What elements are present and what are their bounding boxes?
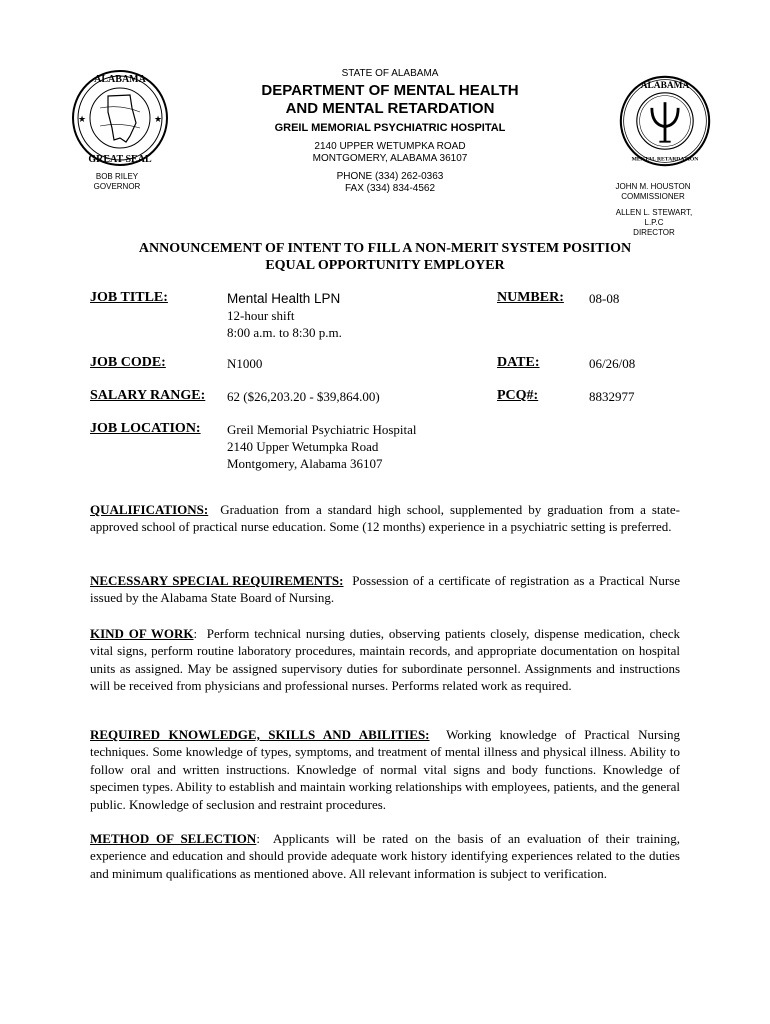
- salary-range-value: 62 ($26,203.20 - $39,864.00): [227, 389, 380, 404]
- director-name: ALLEN L. STEWART, L.P.C: [615, 208, 693, 227]
- department-name: [230, 82, 550, 118]
- number-value: 08-08: [589, 291, 620, 306]
- governor-block: [82, 172, 152, 192]
- announcement-title: [100, 240, 670, 274]
- director-title: DIRECTOR: [633, 228, 675, 237]
- location-line-3: Montgomery, Alabama 36107: [227, 456, 383, 471]
- dmh-mr-seal-icon: [618, 74, 712, 168]
- governor-title: GOVERNOR: [93, 182, 141, 191]
- date-value: 06/26/08: [589, 356, 636, 371]
- ksa-text: Working knowledge of Practical Nursing techniques. Some knowledge of types, symptoms, and treatment of mental illness and physical illness. Ability to follow oral and written instructions. Knowledge of normal vital signs and body functions. Knowledge of specimen types. Ability to establish and maintain working relationships with employees, patients, and the general public. Knowledge of seclusion and restraint procedures.: [90, 727, 681, 812]
- svg-text:ALABAMA: ALABAMA: [94, 74, 146, 85]
- kind-of-work-heading: KIND OF WORK: [90, 626, 194, 641]
- kind-of-work-section: KIND OF WORK: Perform technical nursing duties, observing patients closely, dispense medication, check vital signs, perform routine laboratory procedures, maintain records, and appropriate documentation on hospital units as assigned. May be assigned supervisory duties for subordinate personnel. Assignments and instructions will be received from physicians and professional nurses. Performs related work as required.: [90, 626, 680, 694]
- pcq-label: PCQ#:: [497, 388, 539, 403]
- fax-number: FAX (334) 834-4562: [344, 183, 436, 194]
- commissioner-name: JOHN M. HOUSTON: [615, 182, 691, 191]
- ksa-section: [90, 726, 680, 813]
- special-requirements-section: [90, 572, 680, 607]
- job-code-label: JOB CODE:: [90, 355, 166, 370]
- shift-value: 12-hour shift: [227, 308, 295, 323]
- pcq-value: 8832977: [589, 389, 635, 404]
- phone-number: PHONE (334) 262-0363: [336, 171, 444, 182]
- department-line-2: AND MENTAL RETARDATION: [285, 100, 495, 117]
- method-of-selection-section: METHOD OF SELECTION: Applicants will be rated on the basis of an evaluation of their training, experience and education and should provide adequate work history identifying experiences related to the duties and minimum qualifications as mentioned above. All relevant information is subject to verification.: [90, 831, 680, 881]
- job-code-value: N1000: [227, 356, 263, 371]
- governor-name: BOB RILEY: [95, 172, 139, 181]
- hours-value: 8:00 a.m. to 8:30 p.m.: [227, 325, 342, 340]
- kind-of-work-text: Perform technical nursing duties, observing patients closely, dispense medication, check vital signs, perform routine laboratory procedures, maintain records, and appropriate documentation on hospital units as assigned. May be assigned supervisory duties for subordinate personnel. Assignments and instructions will be received from physicians and professional nurses. Performs related work as required.: [90, 626, 680, 694]
- qualifications-text: Graduation from a standard high school, supplemented by graduation from a state-approved school of practical nurse education. Some (12 months) experience in a psychiatric setting is preferred.: [90, 502, 681, 535]
- ksa-heading: REQUIRED KNOWLEDGE, SKILLS AND ABILITIES:: [90, 727, 430, 742]
- department-line-1: DEPARTMENT OF MENTAL HEALTH: [261, 82, 519, 99]
- number-label: NUMBER:: [497, 290, 564, 305]
- location-line-2: 2140 Upper Wetumpka Road: [227, 439, 379, 454]
- alabama-great-seal-icon: [70, 68, 170, 168]
- commissioner-block: [608, 182, 698, 202]
- qualifications-section: [90, 501, 680, 536]
- svg-text:GREAT SEAL: GREAT SEAL: [88, 154, 152, 165]
- svg-text:★: ★: [154, 114, 163, 124]
- contact-numbers: [230, 171, 550, 195]
- hospital-address: [230, 141, 550, 165]
- qualifications-heading: QUALIFICATIONS:: [90, 502, 209, 517]
- special-requirements-heading: NECESSARY SPECIAL REQUIREMENTS:: [90, 573, 344, 588]
- announcement-line-2: EQUAL OPPORTUNITY EMPLOYER: [265, 258, 505, 273]
- address-line-2: MONTGOMERY, ALABAMA 36107: [312, 153, 468, 164]
- location-line-1: Greil Memorial Psychiatric Hospital: [227, 422, 417, 437]
- method-of-selection-heading: METHOD OF SELECTION: [90, 831, 257, 846]
- job-location-label: JOB LOCATION:: [90, 421, 201, 436]
- commissioner-title: COMMISSIONER: [621, 192, 685, 201]
- svg-text:ALABAMA: ALABAMA: [640, 81, 690, 92]
- method-of-selection-text: Applicants will be rated on the basis of an evaluation of their training, experience and education and should provide adequate work history identifying experiences related to the duties and minimum qualifications as mentioned above. All relevant information is subject to verification.: [90, 831, 680, 881]
- salary-range-label: SALARY RANGE:: [90, 388, 206, 403]
- date-label: DATE:: [497, 355, 540, 370]
- special-requirements-text: Possession of a certificate of registration as a Practical Nurse issued by the Alabama State Board of Nursing.: [90, 573, 680, 606]
- svg-text:★: ★: [78, 114, 87, 124]
- address-line-1: 2140 UPPER WETUMPKA ROAD: [314, 141, 466, 152]
- director-block: [606, 208, 702, 238]
- state-name: STATE OF ALABAMA: [341, 68, 439, 79]
- job-title-label: JOB TITLE:: [90, 290, 168, 305]
- hospital-name: GREIL MEMORIAL PSYCHIATRIC HOSPITAL: [274, 122, 506, 134]
- announcement-line-1: ANNOUNCEMENT OF INTENT TO FILL A NON-MERIT SYSTEM POSITION: [138, 241, 632, 256]
- svg-text:MENTAL RETARDATION: MENTAL RETARDATION: [631, 156, 699, 163]
- job-title-value: Mental Health LPN: [227, 291, 341, 306]
